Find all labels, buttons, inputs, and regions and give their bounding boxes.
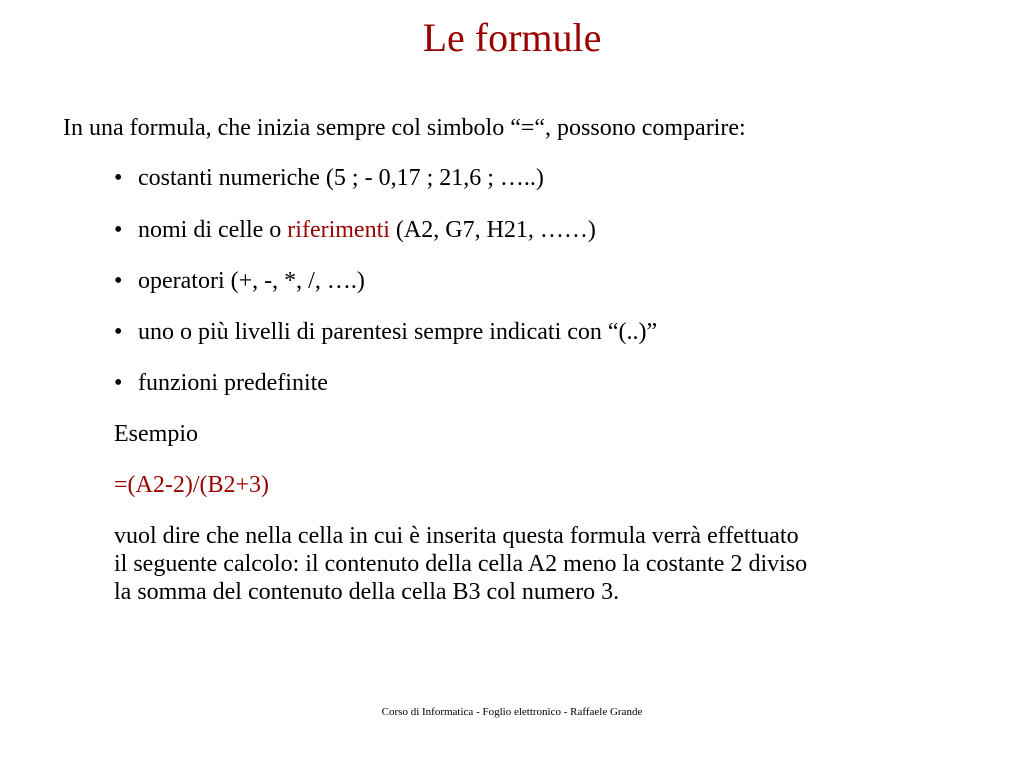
list-item-parentheses	[114, 318, 657, 346]
bullet-icon: •	[114, 165, 123, 191]
list-item-cell-references	[114, 216, 596, 244]
list-item-text-after: (A2, G7, H21, ……)	[389, 217, 596, 243]
bullet-icon: •	[114, 217, 123, 243]
keyword-riferimenti: riferimenti	[287, 217, 390, 243]
list-item-text: funzioni predefinite	[138, 370, 328, 396]
intro-text: In una formula, che inizia sempre col simbolo “=“, possono comparire:	[63, 115, 746, 141]
list-item-functions	[114, 369, 328, 397]
list-item-text: operatori (+, -, *, /, ….)	[138, 268, 365, 294]
explanation-line: la somma del contenuto della cella B3 col numero 3.	[114, 579, 620, 605]
explanation-line: vuol dire che nella cella in cui è inserita questa formula verrà effettuato	[114, 523, 799, 549]
list-item-text-before: nomi di celle o	[138, 217, 288, 243]
example-label: Esempio	[114, 421, 198, 447]
bullet-icon: •	[114, 319, 123, 345]
slide-title: Le formule	[422, 15, 602, 60]
explanation-line: il seguente calcolo: il contenuto della cella A2 meno la costante 2 diviso	[114, 551, 808, 577]
list-item-text: uno o più livelli di parentesi sempre indicati con “(..)”	[138, 319, 658, 345]
list-item-operators	[114, 267, 365, 295]
example-formula: =(A2-2)/(B2+3)	[114, 472, 270, 498]
bullet-icon: •	[114, 370, 123, 396]
list-item-text: costanti numeriche (5 ; - 0,17 ; 21,6 ; …..)	[138, 165, 544, 191]
bullet-icon: •	[114, 268, 123, 294]
explanation-paragraph	[114, 522, 954, 606]
list-item-constants	[114, 164, 544, 192]
slide-footer: Corso di Informatica - Foglio elettronico - Raffaele Grande	[381, 706, 643, 718]
